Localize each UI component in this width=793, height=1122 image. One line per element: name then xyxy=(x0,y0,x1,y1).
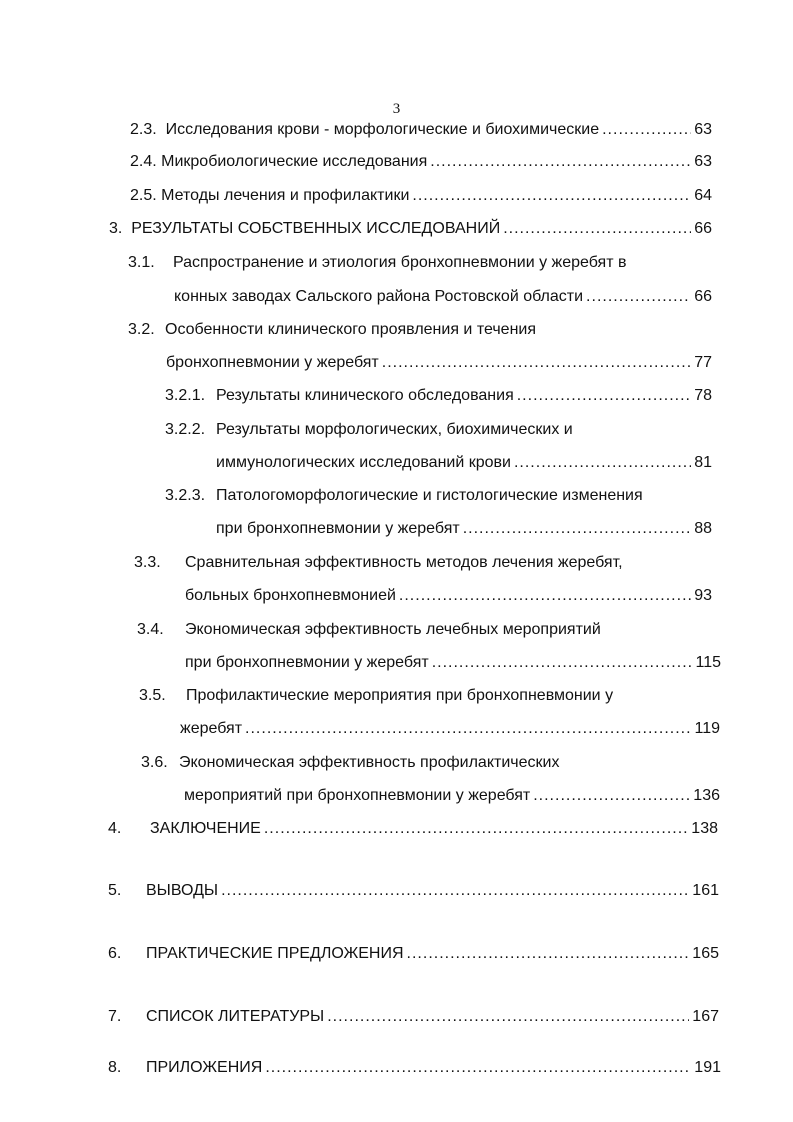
toc-entry-3-6-line2[interactable] xyxy=(184,786,720,806)
toc-entry-3-2-3-line2[interactable] xyxy=(216,519,712,539)
toc-leader xyxy=(399,586,691,606)
toc-leader xyxy=(463,519,692,539)
toc-title: ПРИЛОЖЕНИЯ xyxy=(146,1059,263,1076)
toc-title-part1: Распространение и этиология бронхопневмонии у жеребят в xyxy=(173,254,627,271)
toc-leader xyxy=(432,653,693,673)
toc-leader xyxy=(533,786,690,806)
toc-leader xyxy=(265,1058,691,1078)
toc-page: 161 xyxy=(692,882,719,899)
toc-title-part2: при бронхопневмонии у жеребят xyxy=(185,654,429,671)
toc-title: Методы лечения и профилактики xyxy=(161,187,410,204)
toc-entry-3-6-line1[interactable] xyxy=(141,753,559,773)
toc-page: 138 xyxy=(691,820,718,837)
toc-num: 3.6. xyxy=(141,754,168,771)
toc-title: ЗАКЛЮЧЕНИЕ xyxy=(150,820,261,837)
toc-title-part1: Экономическая эффективность лечебных мероприятий xyxy=(185,621,601,638)
toc-num: 3.3. xyxy=(134,554,161,571)
toc-entry-3-3-line2[interactable] xyxy=(185,586,712,606)
toc-entry-6[interactable] xyxy=(108,944,719,964)
toc-num: 3.2.2. xyxy=(165,421,206,438)
toc-leader xyxy=(430,152,691,172)
toc-leader xyxy=(264,819,688,839)
toc-page: 77 xyxy=(694,354,712,371)
toc-entry-3-1-line2[interactable] xyxy=(174,287,712,307)
toc-num: 7. xyxy=(108,1008,122,1025)
toc-page: 167 xyxy=(692,1008,719,1025)
page-number: 3 xyxy=(392,101,401,117)
toc-page: 165 xyxy=(692,945,719,962)
toc-entry-3[interactable] xyxy=(109,219,712,239)
toc-num: 3.2. xyxy=(128,321,155,338)
toc-page: 66 xyxy=(694,288,712,305)
toc-entry-3-5-line1[interactable] xyxy=(139,686,613,706)
toc-title-part2: мероприятий при бронхопневмонии у жеребят xyxy=(184,787,531,804)
toc-title-part2: при бронхопневмонии у жеребят xyxy=(216,520,460,537)
toc-title-part1: Патологоморфологические и гистологические изменения xyxy=(216,487,643,504)
toc-entry-3-1-line1[interactable] xyxy=(128,253,626,273)
toc-page: 78 xyxy=(694,387,712,404)
toc-title: ВЫВОДЫ xyxy=(146,882,219,899)
toc-num: 3.4. xyxy=(137,621,164,638)
toc-page: 63 xyxy=(694,153,712,170)
toc-entry-2-4[interactable] xyxy=(130,152,712,172)
toc-entry-3-2-line1[interactable] xyxy=(128,320,536,340)
toc-num: 6. xyxy=(108,945,122,962)
toc-num: 2.4. xyxy=(130,153,157,170)
toc-entry-8[interactable] xyxy=(108,1058,721,1078)
toc-leader xyxy=(382,353,691,373)
toc-title-part2: больных бронхопневмонией xyxy=(185,587,396,604)
toc-num: 3. xyxy=(109,220,123,237)
toc-title-part2: конных заводах Сальского района Ростовской области xyxy=(174,288,584,305)
toc-title: Микробиологические исследования xyxy=(161,153,428,170)
toc-num: 3.2.3. xyxy=(165,487,206,504)
toc-entry-3-2-2-line2[interactable] xyxy=(216,453,712,473)
toc-page: 88 xyxy=(694,520,712,537)
toc-num: 5. xyxy=(108,882,122,899)
toc-leader xyxy=(412,186,691,206)
toc-num: 3.5. xyxy=(139,687,166,704)
toc-title-part1: Экономическая эффективность профилактических xyxy=(179,754,560,771)
toc-entry-5[interactable] xyxy=(108,881,719,901)
toc-entry-3-5-line2[interactable] xyxy=(180,719,720,739)
toc-leader xyxy=(503,219,691,239)
toc-entry-3-4-line2[interactable] xyxy=(185,653,721,673)
toc-entry-3-2-line2[interactable] xyxy=(166,353,712,373)
toc-page: 93 xyxy=(694,587,712,604)
toc-leader xyxy=(407,944,690,964)
toc-title: Исследования крови - морфологические и биохимические xyxy=(165,121,600,138)
toc-title: ПРАКТИЧЕСКИЕ ПРЕДЛОЖЕНИЯ xyxy=(146,945,404,962)
toc-page: 136 xyxy=(693,787,720,804)
toc-entry-3-4-line1[interactable] xyxy=(137,620,601,640)
toc-page: 64 xyxy=(694,187,712,204)
toc-title-part1: Особенности клинического проявления и течения xyxy=(165,321,536,338)
toc-entry-3-2-3-line1[interactable] xyxy=(165,486,643,506)
toc-num: 2.5. xyxy=(130,187,157,204)
toc-num: 8. xyxy=(108,1059,122,1076)
toc-page: 63 xyxy=(694,121,712,138)
toc-title-part1: Сравнительная эффективность методов лечения жеребят, xyxy=(185,554,623,571)
toc-title-part1: Результаты морфологических, биохимических и xyxy=(216,421,573,438)
toc-title-part1: Профилактические мероприятия при бронхопневмонии у xyxy=(186,687,614,704)
toc-num: 2.3. xyxy=(130,121,157,138)
toc-page: 66 xyxy=(694,220,712,237)
toc-leader xyxy=(586,287,691,307)
toc-title: СПИСОК ЛИТЕРАТУРЫ xyxy=(146,1008,325,1025)
toc-entry-4[interactable] xyxy=(108,819,718,839)
toc-leader xyxy=(245,719,691,739)
toc-num: 4. xyxy=(108,820,122,837)
toc-title-part2: иммунологических исследований крови xyxy=(216,454,511,471)
toc-entry-7[interactable] xyxy=(108,1007,719,1027)
toc-entry-3-2-1[interactable] xyxy=(165,386,712,406)
toc-leader xyxy=(221,881,689,901)
toc-page: 191 xyxy=(694,1059,721,1076)
toc-title-part2: жеребят xyxy=(180,720,243,737)
toc-leader xyxy=(602,120,691,140)
toc-leader xyxy=(517,386,691,406)
toc-page: 115 xyxy=(695,654,721,671)
toc-title-part2: бронхопневмонии у жеребят xyxy=(166,354,379,371)
toc-num: 3.1. xyxy=(128,254,155,271)
toc-num: 3.2.1. xyxy=(165,387,206,404)
toc-page: 81 xyxy=(694,454,712,471)
toc-entry-3-2-2-line1[interactable] xyxy=(165,420,573,440)
toc-entry-2-5[interactable] xyxy=(130,186,712,206)
toc-leader xyxy=(514,453,691,473)
toc-title: РЕЗУЛЬТАТЫ СОБСТВЕННЫХ ИССЛЕДОВАНИЙ xyxy=(131,220,501,237)
toc-entry-2-3[interactable] xyxy=(130,120,712,140)
toc-page: 119 xyxy=(694,720,720,737)
toc-leader xyxy=(327,1007,689,1027)
toc-title: Результаты клинического обследования xyxy=(216,387,514,404)
toc-entry-3-3-line1[interactable] xyxy=(134,553,623,573)
